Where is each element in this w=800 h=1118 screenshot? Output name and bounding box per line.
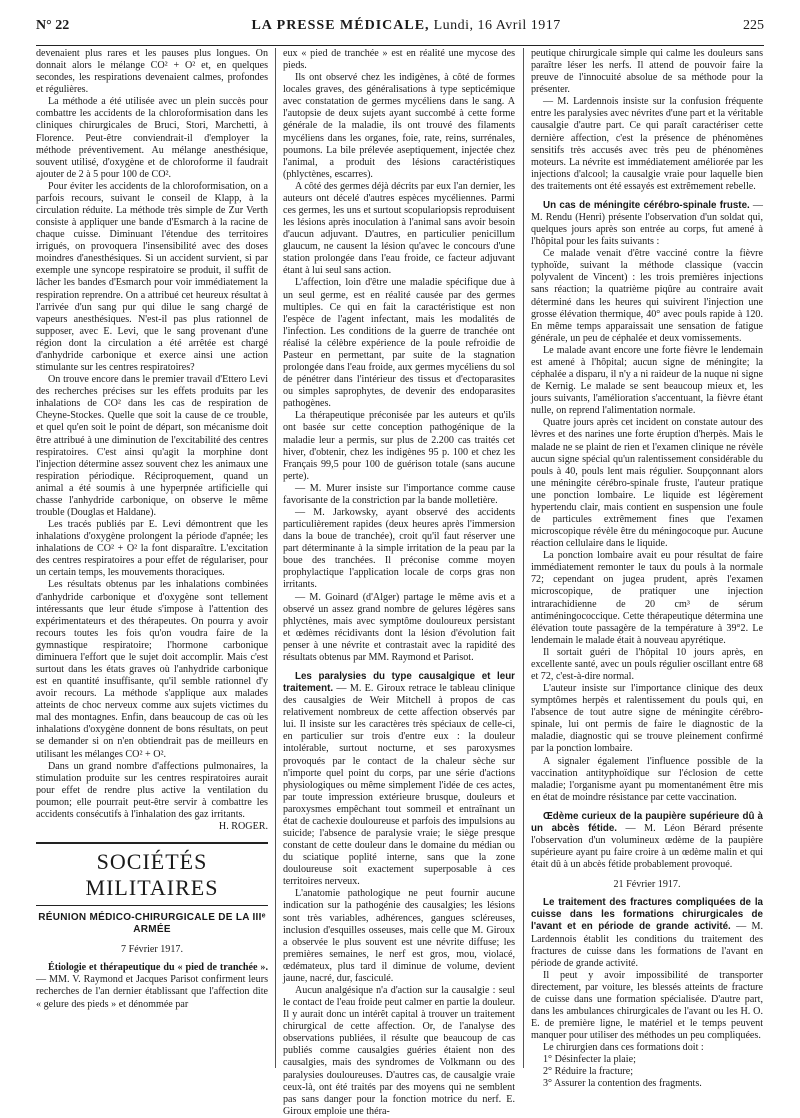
paragraph: Pour éviter les accidents de la chloroformisation, on a parfois recours, suivant le conseil de Klapp, à la circulation réduite. La méthode très simple de Zur Verth consiste à appliquer une bande d'Esmarch à la racine de chaque cuisse. Diminuant l'étendue des territoires irrigués, on provoquera l'insensibilité avec des doses moindres d'anesthésiques. Si un accident survient, si par exemple une syncope respiratoire se produit, il suffit de lâcher les bandes d'Esmarch pour voir immédiatement la respiration reprendre. On a attribué cet heureux résultat à l'arrivée d'un sang pur qui dilue le sang chargé de vapeurs anesthésiques. N'est-il pas plus rationnel de supposer, avec E. Levi, que le sang provenant d'une région dont la circulation a été arrêtée est chargé d'anhydride carbonique et exerce ainsi une action stimulante sur les centres respiratoires? (36, 180, 268, 374)
session-date: 7 Février 1917. (121, 944, 183, 956)
list-item: 3° Assurer la contention des fragments. (543, 1078, 702, 1090)
paragraph: Les résultats obtenus par les inhalations combinées d'anhydride carbonique et d'oxygène sont tellement intéressants que leur étude s'impose à l'attention des expérimentateurs et des thérapeutes. On pourra y avoir recours toutes les fois qu'on voudra faire de la gymnastique respiratoire; l'hormone carbonique diminuera l'effort que le sujet doit accomplir. Mais c'est surtout dans les états graves où l'anhydride carbonique est en quantité insuffisante, qu'il semble rationnel d'y avoir recours. La méthode s'applique aux malades atteints de choc nerveux comme aux sujets victimes du mal des montagnes. Enfin, dans beaucoup de cas où les inhalations d'oxygène donnent de bons résultats, on peut se demander si on n'en obtiendrait pas de meilleurs en utilisant les mélanges CO² + O². (36, 579, 268, 760)
paragraph: L'affection, loin d'être une maladie spécifique due à un seul germe, est en réalité causée par des germes multiples. Ce qui en fait la caractéristique est non l'espèce de l'agent infectant, mais les modalités de l'infection. Les conditions de la guerre de tranchée ont réalisé la célèbre expérience de la poule refroidie de Pasteur en permettant, par suite de la stagnation prolongée dans l'eau froide, aux germes mycéliens du sol de pénétrer dans l'intérieur des tissus et d'ectoparasites ou simples saprophytes, de devenir des endoparasites pathogènes. (283, 277, 515, 410)
article-text: — M. Léon Bérard présente l'observation d'un volumineux œdème de la paupière supérieure ayant pu faire croire à un œdème malin et qui était dû à un abcès fétide probablement provoqué. (531, 822, 763, 871)
issue-number: N° 22 (36, 18, 70, 33)
article-heading: Étiologie et thérapeutique du « pied de tranchée ». (48, 962, 268, 974)
paragraph: Il peut y avoir impossibilité de transporter directement, par voiture, les blessés atteints de fracture de cuisse dans une formation spécialisée. D'autre part, dans les ambulances chirurgicales de l'avant ou les H. O. E. de première ligne, le matériel et le temps peuvent manquer pour utiliser des méthodes un peu compliquées. (531, 969, 763, 1042)
paragraph: — M. Lardennois insiste sur la confusion fréquente entre les paralysies avec névrites d'une part et la véritable causalgie d'autre part. Ce qui paraît caractériser cette dernière affection, c'est la présence de phénomènes sensitifs très accusés avec très peu de phénomènes moteurs. La névrite est immédiatement améliorée par les injections d'alcool; la causalgie vraie pour laquelle bien des traitements ont été essayés est extrêmement rebelle. (531, 96, 763, 192)
section-rule (36, 842, 268, 844)
article-text: — M. Rendu (Henri) présente l'observation d'un soldat qui, quelques jours après son entrée au corps, fut amené à l'hôpital pour les faits suivants : (531, 199, 763, 248)
section-rule-thin (36, 905, 268, 906)
article-text: — MM. V. Raymond et Jacques Parisot confirment leurs recherches de l'an dernier établissant que l'affection dite « gelure des pieds » et dénommée par (36, 974, 268, 1010)
paragraph: Dans un grand nombre d'affections pulmonaires, la stimulation produite sur les centres respiratoires aurait pour effet de rendre plus active la ventilation du poumon; elle pourrait peut-être servir à combattre les accidents consécutifs à l'inhalation des gaz irritants. (36, 760, 268, 820)
paragraph: Les tracés publiés par E. Levi démontrent que les inhalations d'oxygène prolongent la période d'apnée; les inhalations de CO² + O² la font disparaître. L'excitation des centres respiratoires a pour effet de régulariser, pour un certain temps, les mouvements thoraciques. (36, 519, 268, 579)
section-subtitle: RÉUNION MÉDICO-CHIRURGICALE DE LA IIIᵉ ARMÉE (38, 912, 266, 936)
paragraph: Aucun analgésique n'a d'action sur la causalgie : seul le contact de l'eau froide peut calmer en partie la douleur. Il y aurait donc un intérêt capital à trouver un traitement chirurgical de cette affection. Or, de l'analyse des observations publiées, il résulte que beaucoup de cas publiés comme causalgies guéries étaient non des causalgies, mais des syndromes de Volkmann ou des paralysies douloureuses. D'autres cas, de causalgie vraie ceux-là, ont été traités par des moyens qui ne semblent pas sans danger pour la fonction motrice du nerf. E. Giroux emploie une théra- (283, 985, 515, 1117)
paragraph: — M. Goinard (d'Alger) partage le même avis et a observé un assez grand nombre de gelures légères sans phlyctènes, mais avec symptôme douloureux persistant et œdèmes récidivants dont la lésion d'évolution fait penser à une névrite et contrastait avec la rapidité des résultats obtenus par MM. Raymond et Parisot. (283, 591, 515, 663)
column-2 (283, 48, 515, 1118)
paragraph: La méthode a été utilisée avec un plein succès pour combattre les accidents de la chloroformisation dans les cliniques chirurgicales de Bruci, Stori, Marchetti, à Florence. Peut-être conviendrait-il d'employer la méthode préventivement. Au mélange anesthésique, souvent utilisé, d'oxygène et de chloroforme il faudrait ajouter de 2 à 5 pour 100 de CO². (36, 96, 268, 180)
column-rule-1 (275, 48, 276, 1068)
article-heading: Œdème curieux de la paupière supérieure dû à un abcès fétide. (531, 810, 763, 834)
journal-name: LA PRESSE MÉDICALE, (251, 18, 430, 33)
article-paragraph (531, 811, 763, 871)
list-item: 2° Réduire la fracture; (543, 1066, 634, 1078)
article-heading: Le traitement des fractures compliquées de la cuisse dans les formations chirurgicales de l'avant et en période de grande activité. (531, 897, 763, 933)
paragraph: La ponction lombaire avait eu pour résultat de faire immédiatement remonter le taux du pouls à la normale 72; cependant on jugea prudent, après l'examen microscopique, de pratiquer une injection intrarachidienne de 20 cm³ de sérum antiméningococcique. Cette thérapeutique détermina une élévation toute passagère de la température à 39°2. Le lendemain le malade était à nouveau apyrétique. (531, 550, 763, 646)
article-text: — M. Lardennois établit les conditions du traitement des fractures de cuisse dans les formations de l'avant en période de grande activité. (531, 921, 763, 969)
paragraph: On trouve encore dans le premier travail d'Ettero Levi des recherches précises sur les effets produits par les inhalations de CO² dans les cas de respiration de Cheyne-Stockes. Quelle que soit la cause de ce trouble, et quel qu'en soit le point de départ, son mécanisme doit être attribué à une diminution de l'excitabilité des centres respiratoires. C'est ainsi qu'agit la morphine dont l'injection détermine assez souvent chez les animaux une respiration périodique. Réciproquement, quand un animal a été soumis à une hyperpnée artificielle qui chasse l'anhydride carbonique, on observe le même trouble (Douglas et Haldane). (36, 374, 268, 518)
paragraph: peutique chirurgicale simple qui calme les douleurs sans paraître léser les nerfs. Il attend de pouvoir faire la preuve de l'innocuité absolue de sa méthode pour la présenter. (531, 48, 763, 96)
page-folio: 225 (743, 18, 764, 33)
paragraph: L'anatomie pathologique ne peut fournir aucune indication sur la pathogénie des causalgies; les lésions sont très variables, adhérences, gangues scléreuses, inclusion d'esquilles osseuses, mais celle que M. Giroux a observée le plus souvent est une névrite diffuse; les premières semaines, le nerf est gros, mou, violacé, œdémateux, plus tard il diminue de volume, devient jaune, nacré, dur, fasciculé. (283, 888, 515, 984)
paragraph: Ce malade venait d'être vacciné contre la fièvre typhoïde, suivant la méthode classique (vaccin polyvalent de Vincent) : les trois premières injections sans réaction; la quatrième piqûre au contraire avait déterminé dans les heures qui suivirent l'injection une grosse élévation thermique, 40° avec pouls rapide à 120. En même temps apparaissait une sensation de fatigue générale, un peu de céphalée et deux vomissements. (531, 248, 763, 344)
paragraph: L'auteur insiste sur l'importance clinique des deux symptômes herpès et ralentissement du pouls qui, en l'absence de tout autre signe de méningite cérébro-spinale, lui ont permis de faire le diagnostic de la maladie, diagnostic qui se trouve pleinement confirmé par la ponction lombaire. (531, 683, 763, 755)
article-paragraph (283, 671, 515, 888)
paragraph: A côté des germes déjà décrits par eux l'an dernier, les auteurs ont décelé d'autres espèces mycéliennes. Parmi ces germes, les uns et surtout scopulariopsis reproduisent les lésions après inoculation à l'animal sans avoir besoin d'aucun adjuvant. D'autres, en particulier penicillum glaucum, ne causent la lésion qu'avec le concours d'une station prolongée dans l'eau froide, ce facteur adjuvant étant à lui seul sans action. (283, 180, 515, 277)
running-header (36, 18, 764, 46)
paragraph: devenaient plus rares et les pauses plus longues. On donnait alors le mélange CO² + O² et, en quelques secondes, les respirations devenaient calmes, profondes et régulières. (36, 48, 268, 96)
paragraph: — M. Jarkowsky, ayant observé des accidents particulièrement rapides (deux heures après l'immersion dans la boue de tranchée), croit qu'il faut réserver une part déterminante à la simple irritation de la peau par la boue des tranchées. Il préconise comme moyen prophylactique l'application locale de corps gras non irritants. (283, 506, 515, 591)
paragraph: eux « pied de tranchée » est en réalité une mycose des pieds. (283, 48, 515, 72)
paragraph: Ils ont observé chez les indigènes, à côté de formes locales graves, des généralisations à type septicémique avec constatation de germes mycéliens dans le sang. A l'autopsie de deux sujets ayant succombé à cette forme générale de la maladie, ils ont trouvé des filaments mycéliens dans les organes, foie, rate, reins, surrénales, poumons. La bile prélevée aseptiquement, injectée chez l'animal, a produit des lésions caractéristiques (phlyctènes, escarres). (283, 72, 515, 180)
paragraph: La thérapeutique préconisée par les auteurs et qu'ils ont basée sur cette conception pathogénique de la maladie leur a permis, sur plus de 2.200 cas traités cet hiver, d'obtenir, chez les indigènes 95 p. 100 et chez les Français 99,5 pour 100 de guérison totale (sans aucune perte). (283, 410, 515, 482)
paragraph: Il sortait guéri de l'hôpital 10 jours après, en excellente santé, avec un pouls régulier oscillant entre 68 et 72, c'est-à-dire normal. (531, 646, 763, 682)
issue-date: Lundi, 16 Avril 1917 (433, 18, 561, 33)
author-signature: H. ROGER. (218, 821, 268, 832)
journal-title-line (251, 18, 560, 34)
session-date: 21 Février 1917. (613, 879, 681, 891)
article-text: — M. E. Giroux retrace le tableau clinique des causalgies de Weir Mitchell à propos de cas relativement nombreux de cette affection observés par lui. Il insiste sur les caractères très spéciaux de celle-ci, en particulier sur trois d'entre eux : la douleur intolérable, surtout nocturne, et ses paroxysmes provoqués par le contact de la chaleur sèche sur n'importe quel point du corps, par une série d'actions physiologiques ou même simplement l'idée de ces actes, par toute impression extérieure brusque, douleurs et paroxysmes empêchant tout sommeil et entraînant un état de cachexie douloureuse et parfois des impulsions au suicide; l'absence de paralysie vraie; le siège presque constant de cette douleur dans le domaine du médian ou du sciatique poplité interne, sans que la zone douloureuse soit exactement superposable à ces territoires nerveux. (283, 683, 515, 888)
article-paragraph (531, 200, 763, 248)
article-heading: Un cas de méningite cérébro-spinale fruste. (543, 199, 750, 211)
paragraph: Le malade avant encore une forte fièvre le lendemain est amené à l'hôpital; aucun signe de méningite; la céphalée a disparu, il n'y a ni raideur de la nuque ni signe de Kernig. Le malade se sent beaucoup mieux et, les jours suivants, l'amélioration s'accentuant, la fièvre étant nulle, on reprend l'alimentation normale. (531, 344, 763, 417)
section-title: SOCIÉTÉS MILITAIRES (85, 849, 219, 901)
article-paragraph (36, 962, 268, 1010)
paragraph: Le chirurgien dans ces formations doit : (543, 1042, 704, 1054)
paragraph: — M. Murer insiste sur l'importance comme cause favorisante de la constriction par la bande molletière. (283, 482, 515, 506)
article-paragraph (531, 897, 763, 969)
column-1 (36, 48, 268, 1011)
article-heading: Les paralysies du type causalgique et leur traitement. (283, 670, 515, 695)
column-3 (531, 48, 763, 1091)
column-rule-2 (523, 48, 524, 1068)
list-item: 1° Désinfecter la plaie; (543, 1054, 636, 1066)
paragraph: A signaler également l'influence possible de la vaccination antityphoïdique sur l'éclosion de cette maladie; l'organisme ayant pu momentanément être mis en état de moindre résistance par cette vaccination. (531, 755, 763, 803)
paragraph: Quatre jours après cet incident on constate autour des lèvres et des narines une forte éruption d'herpès. Mais le malade ne se plaint de rien et l'examen clinique ne révèle aucun signe spécial qu'un ralentissement considérable du pouls à 40, pouls lent mais régulier. Soupçonnant alors une méningite cérébro-spinale fruste, l'auteur pratique une ponction lombaire. Le liquide est légèrement hypertendu clair, mais contient en suspension une foule de particules extrêmement fines que l'examen microscopique révèle être du méningocoque pur. Aucune réaction cellulaire dans le liquide. (531, 417, 763, 550)
